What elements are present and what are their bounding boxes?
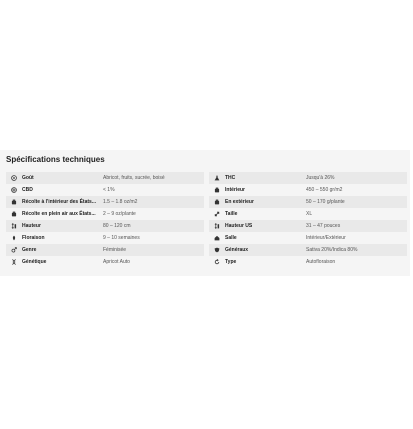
spec-value: 450 – 550 gr/m2 <box>306 187 343 193</box>
spec-row-outdoor <box>209 196 407 208</box>
spec-label: Taille <box>225 211 238 217</box>
spec-value: 2 – 9 oz/plante <box>103 211 136 217</box>
spec-value: 1.5 – 1.8 oz/m2 <box>103 199 138 205</box>
spec-label: Salle <box>225 235 237 241</box>
spec-row-size <box>209 208 407 220</box>
spec-label: Génétique <box>22 259 47 265</box>
spec-row-general <box>209 244 407 256</box>
spec-value: Autofloraison <box>306 259 336 265</box>
spec-label: Hauteur <box>22 223 41 229</box>
cbd-icon <box>10 186 18 194</box>
specs-title: Spécifications techniques <box>6 155 105 164</box>
spec-row-cbd <box>6 184 204 196</box>
spec-label: Goût <box>22 175 34 181</box>
spec-value: Sativa 20%/Indica 80% <box>306 247 358 253</box>
spec-row-thc <box>209 172 407 184</box>
spec-label: Intérieur <box>225 187 246 193</box>
spec-label: THC <box>225 175 236 181</box>
spec-value: Abricot, fruits, sucrée, boisé <box>103 175 165 181</box>
thc-flask-icon <box>213 174 221 182</box>
spec-value: Féminisée <box>103 247 127 253</box>
gender-icon <box>10 246 18 254</box>
spec-row-taste <box>6 172 204 184</box>
spec-row-harvest-indoor <box>6 196 204 208</box>
specs-left-column <box>6 172 204 268</box>
spec-value: Intérieur/Extérieur <box>306 235 346 241</box>
spec-label: Type <box>225 259 237 265</box>
height-icon <box>10 222 18 230</box>
spec-label: Généraux <box>225 247 249 253</box>
outdoor-icon <box>213 198 221 206</box>
spec-row-gender <box>6 244 204 256</box>
spec-row-room <box>209 232 407 244</box>
spec-label: Récolte en plein air aux États... <box>22 211 96 217</box>
spec-row-height <box>6 220 204 232</box>
spec-value: XL <box>306 211 313 217</box>
spec-row-indoor <box>209 184 407 196</box>
spec-value: 80 – 120 cm <box>103 223 131 229</box>
spec-label: Floraison <box>22 235 45 241</box>
height-us-icon <box>213 222 221 230</box>
spec-label: Récolte à l'intérieur des États... <box>22 199 96 205</box>
spec-row-type <box>209 256 407 268</box>
spec-value: < 1% <box>103 187 115 193</box>
spec-value: Jusqu'à 26% <box>306 175 335 181</box>
spec-label: En extérieur <box>225 199 254 205</box>
spec-row-harvest-outdoor <box>6 208 204 220</box>
general-icon <box>213 246 221 254</box>
specs-right-column <box>209 172 407 268</box>
harvest-indoor-icon <box>10 198 18 206</box>
size-icon <box>213 210 221 218</box>
spec-value: 31 – 47 pouces <box>306 223 341 229</box>
technical-specs-panel <box>0 150 410 276</box>
genetics-icon <box>10 258 18 266</box>
flowering-icon <box>10 234 18 242</box>
spec-label: Hauteur US <box>225 223 253 229</box>
spec-row-flowering <box>6 232 204 244</box>
indoor-icon <box>213 186 221 194</box>
spec-row-height-us <box>209 220 407 232</box>
spec-row-genetics <box>6 256 204 268</box>
type-icon <box>213 258 221 266</box>
spec-label: Genre <box>22 247 37 253</box>
spec-label: CBD <box>22 187 33 193</box>
room-icon <box>213 234 221 242</box>
taste-icon <box>10 174 18 182</box>
spec-value: Apricot Auto <box>103 259 130 265</box>
spec-value: 9 – 10 semaines <box>103 235 140 241</box>
harvest-outdoor-icon <box>10 210 18 218</box>
spec-value: 50 – 170 g/plante <box>306 199 345 205</box>
